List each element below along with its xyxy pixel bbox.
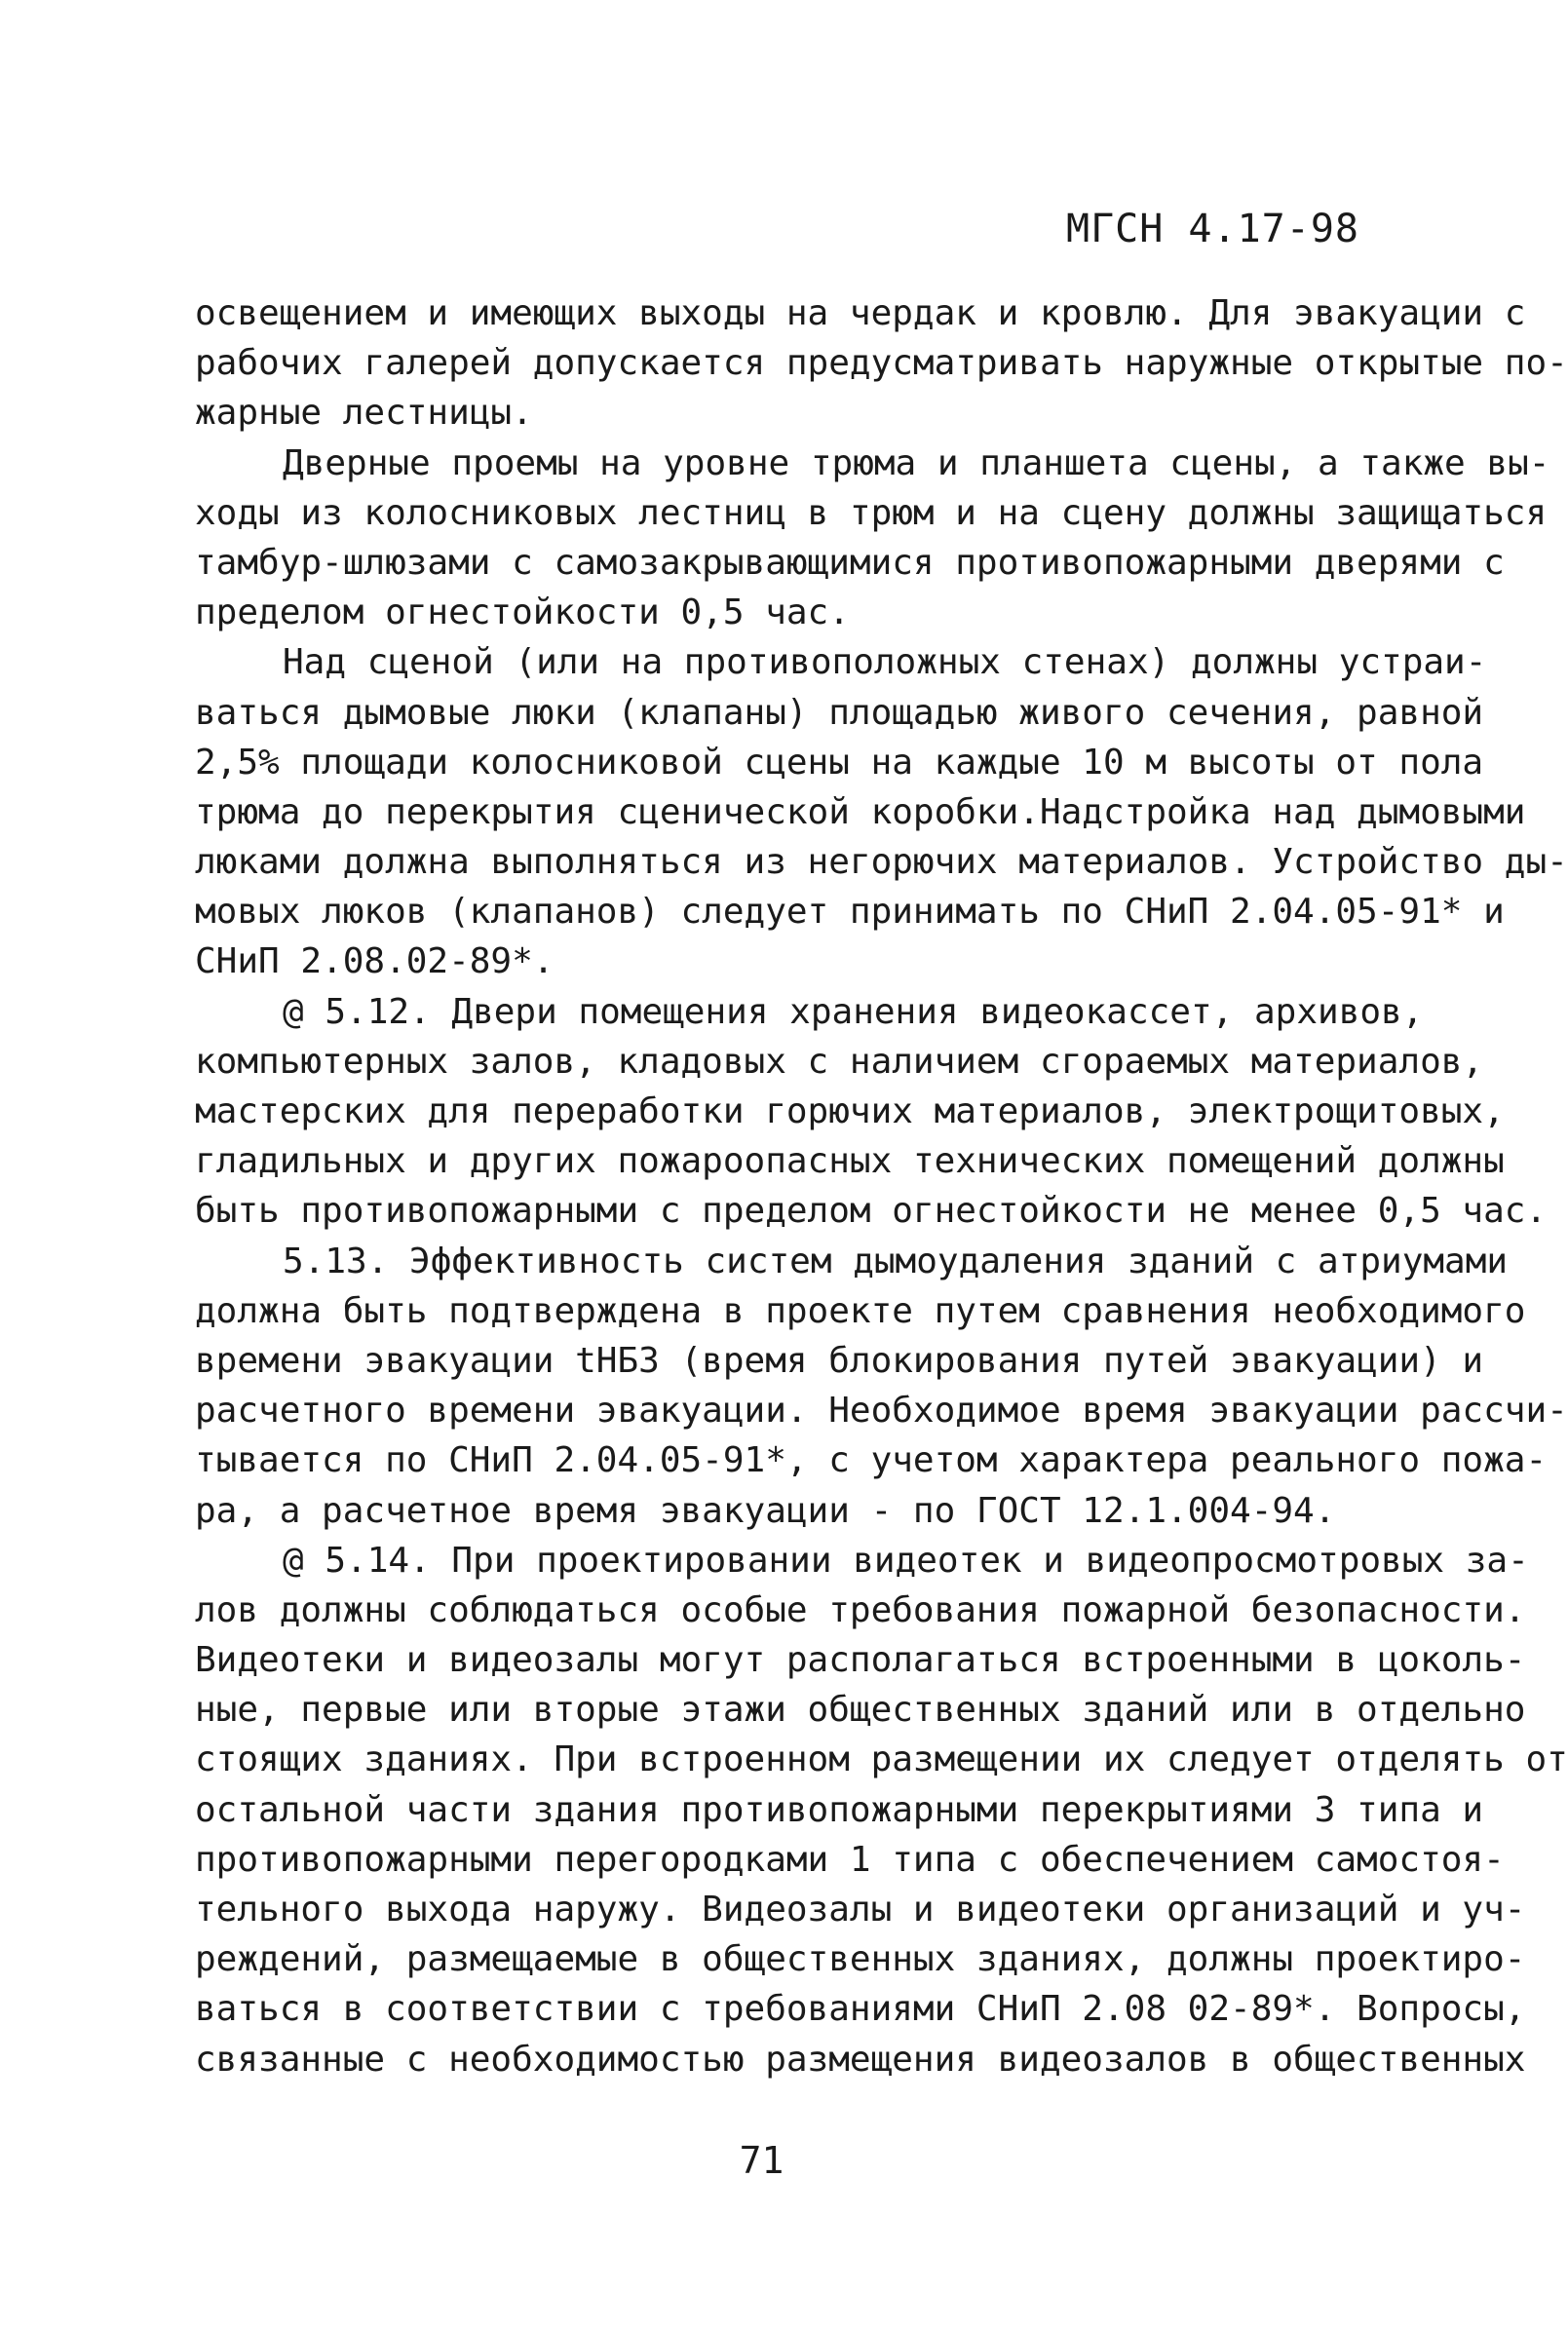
text-line: освещением и имеющих выходы на чердак и кровлю. Для эвакуации с (195, 293, 1526, 333)
text-line: Видеотеки и видеозалы могут располагаться встроенными в цоколь- (195, 1640, 1526, 1681)
text-line: СНиП 2.08.02-89*. (195, 941, 555, 982)
text-line: Дверные проемы на уровне трюма и планшета сцены, а также вы- (283, 442, 1550, 483)
text-line: ные, первые или вторые этажи общественных зданий или в отдельно (195, 1690, 1526, 1731)
page-number: 71 (739, 2139, 784, 2182)
document-code-header: МГСН 4.17-98 (1066, 207, 1359, 251)
text-line: остальной части здания противопожарными перекрытиями 3 типа и (195, 1789, 1484, 1830)
text-line: времени эвакуации tНБЗ (время блокирования путей эвакуации) и (195, 1340, 1484, 1381)
text-line: ходы из колосниковых лестниц в трюм и на сцену должны защищаться (195, 492, 1548, 533)
text-line: пределом огнестойкости 0,5 час. (195, 592, 850, 633)
text-line: ваться дымовые люки (клапаны) площадью живого сечения, равной (195, 692, 1484, 733)
text-line: тывается по СНиП 2.04.05-91*, с учетом характера реального пожа- (195, 1440, 1548, 1481)
text-line: рабочих галерей допускается предусматривать наружные открытые по- (195, 343, 1568, 384)
text-line: компьютерных залов, кладовых с наличием сгораемых материалов, (195, 1041, 1484, 1082)
text-line: жарные лестницы. (195, 393, 533, 434)
text-line: мастерских для переработки горючих материалов, электрощитовых, (195, 1091, 1505, 1131)
text-line: трюма до перекрытия сценической коробки.Надстройка над дымовыми (195, 791, 1526, 832)
text-line: должна быть подтверждена в проекте путем сравнения необходимого (195, 1290, 1526, 1331)
text-line: мовых люков (клапанов) следует принимать по СНиП 2.04.05-91* и (195, 892, 1505, 933)
text-line: тельного выхода наружу. Видеозалы и видеотеки организаций и уч- (195, 1890, 1526, 1930)
text-line: лов должны соблюдаться особые требования пожарной безопасности. (195, 1589, 1526, 1630)
text-line: @ 5.14. При проектировании видеотек и видеопросмотровых за- (283, 1540, 1529, 1581)
text-line: Над сценой (или на противоположных стенах) должны устраи- (283, 642, 1487, 683)
document-body-text (195, 288, 1568, 2084)
text-line: связанные с необходимостью размещения видеозалов в общественных (195, 2039, 1526, 2080)
text-line: тамбур-шлюзами с самозакрывающимися противопожарными дверями с (195, 542, 1505, 583)
text-line: ваться в соответствии с требованиями СНиП 2.08 02-89*. Вопросы, (195, 1989, 1526, 2030)
text-line: быть противопожарными с пределом огнестойкости не менее 0,5 час. (195, 1191, 1548, 1232)
text-line: гладильных и других пожароопасных технических помещений должны (195, 1141, 1505, 1182)
text-line: @ 5.12. Двери помещения хранения видеокассет, архивов, (283, 991, 1424, 1032)
text-line: реждений, размещаемые в общественных зданиях, должны проектиро- (195, 1939, 1526, 1980)
text-line: люками должна выполняться из негорючих материалов. Устройство ды- (195, 842, 1568, 883)
text-line: расчетного времени эвакуации. Необходимое время эвакуации рассчи- (195, 1391, 1568, 1432)
text-line: стоящих зданиях. При встроенном размещении их следует отделять от (195, 1739, 1568, 1780)
text-line: 2,5% площади колосниковой сцены на каждые 10 м высоты от пола (195, 742, 1484, 783)
text-line: противопожарными перегородками 1 типа с обеспечением самостоя- (195, 1839, 1505, 1880)
text-line: 5.13. Эффективность систем дымоудаления зданий с атриумами (283, 1241, 1509, 1281)
text-line: ра, а расчетное время эвакуации - по ГОСТ 12.1.004-94. (195, 1490, 1336, 1531)
